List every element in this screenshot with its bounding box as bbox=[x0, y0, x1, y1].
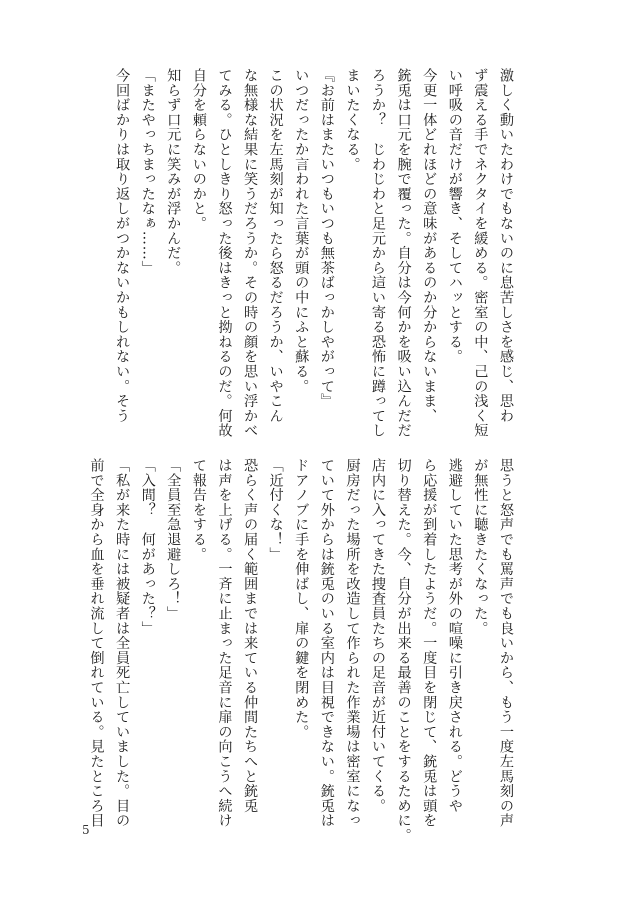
text-line: 厨房だった場所を改造して作られた作業場は密室になっ bbox=[344, 458, 361, 828]
text-line: 今更一体どれほどの意味があるのか分からないまま、 bbox=[421, 68, 438, 424]
text-line: 「私が来た時には被疑者は全員死亡していました。目の bbox=[114, 458, 131, 828]
text-line: 「近付くな！」 bbox=[267, 458, 284, 562]
text-line: が無性に聴きたくなった。 bbox=[472, 458, 489, 636]
text-line: 逃避していた思考が外の喧噪に引き戻される。どうや bbox=[446, 458, 463, 814]
text-line: 知らず口元に笑みが浮かんだ。 bbox=[165, 68, 182, 276]
text-line: まいたくなる。 bbox=[344, 68, 361, 172]
text-line: 前で全身から血を垂れ流して倒れている。見たところ目 bbox=[88, 458, 105, 828]
text-line: 銃兎は口元を腕で覆った。自分は今何かを吸い込んだだ bbox=[395, 68, 412, 438]
text-line: てみる。ひとしきり怒った後はきっと拗ねるのだ。何故 bbox=[216, 68, 233, 438]
text-line: ろうか？ じわじわと足元から這い寄る恐怖に蹲ってし bbox=[370, 68, 387, 438]
text-line: な無様な結果に笑うだろうか。その時の顔を思い浮かべ bbox=[242, 68, 259, 438]
text-line: 思うと怒声でも罵声でも良いから、もう一度左馬刻の声 bbox=[498, 458, 514, 828]
text-line: 店内に入ってきた捜査員たちの足音が近付いてくる。 bbox=[370, 458, 387, 814]
text-line: この状況を左馬刻が知ったら怒るだろうか、いやこん bbox=[267, 68, 284, 424]
text-line: は声を上げる。一斉に止まった足音に扉の向こうへ続け bbox=[216, 458, 233, 828]
text-line: 「入間？ 何があった？」 bbox=[139, 458, 156, 636]
page-number: 5 bbox=[82, 823, 90, 837]
text-line: 自分を頼らないのかと。 bbox=[190, 68, 207, 231]
text-line: 今回ばかりは取り返しがつかないかもしれない。そう bbox=[114, 68, 131, 424]
text-line: 「またやっちまったなぁ……」 bbox=[139, 68, 156, 276]
text-line: て報告をする。 bbox=[190, 458, 207, 562]
text-line: い呼吸の音だけが響き、そしてハッとする。 bbox=[446, 68, 463, 364]
text-line: ず震える手でネクタイを緩める。密室の中、己の浅く短 bbox=[472, 68, 489, 438]
text-line: 激しく動いたわけでもないのに息苦しさを感じ、思わ bbox=[498, 68, 514, 424]
upper-text-block bbox=[109, 68, 519, 448]
text-line: 切り替えた。今、自分が出来る最善のことをするために。 bbox=[395, 458, 412, 843]
text-line: ていて外からは銃兎のいる室内は目視できない。銃兎は bbox=[318, 458, 335, 828]
text-line: ら応援が到着したようだ。一度目を閉じて、銃兎は頭を bbox=[421, 458, 438, 828]
text-line: 恐らく声の届く範囲までは来ている仲間たちへと銃兎 bbox=[242, 458, 259, 814]
text-line: 「全員至急退避しろ！」 bbox=[165, 458, 182, 621]
text-line: ドアノブに手を伸ばし、扉の鍵を閉めた。 bbox=[293, 458, 310, 740]
text-line: いつだったか言われた言葉が頭の中にふと蘇る。 bbox=[293, 68, 310, 394]
lower-text-block bbox=[83, 458, 518, 848]
text-line: 『お前はまたいつもいつも無茶ばっかしやがって』 bbox=[318, 68, 335, 409]
